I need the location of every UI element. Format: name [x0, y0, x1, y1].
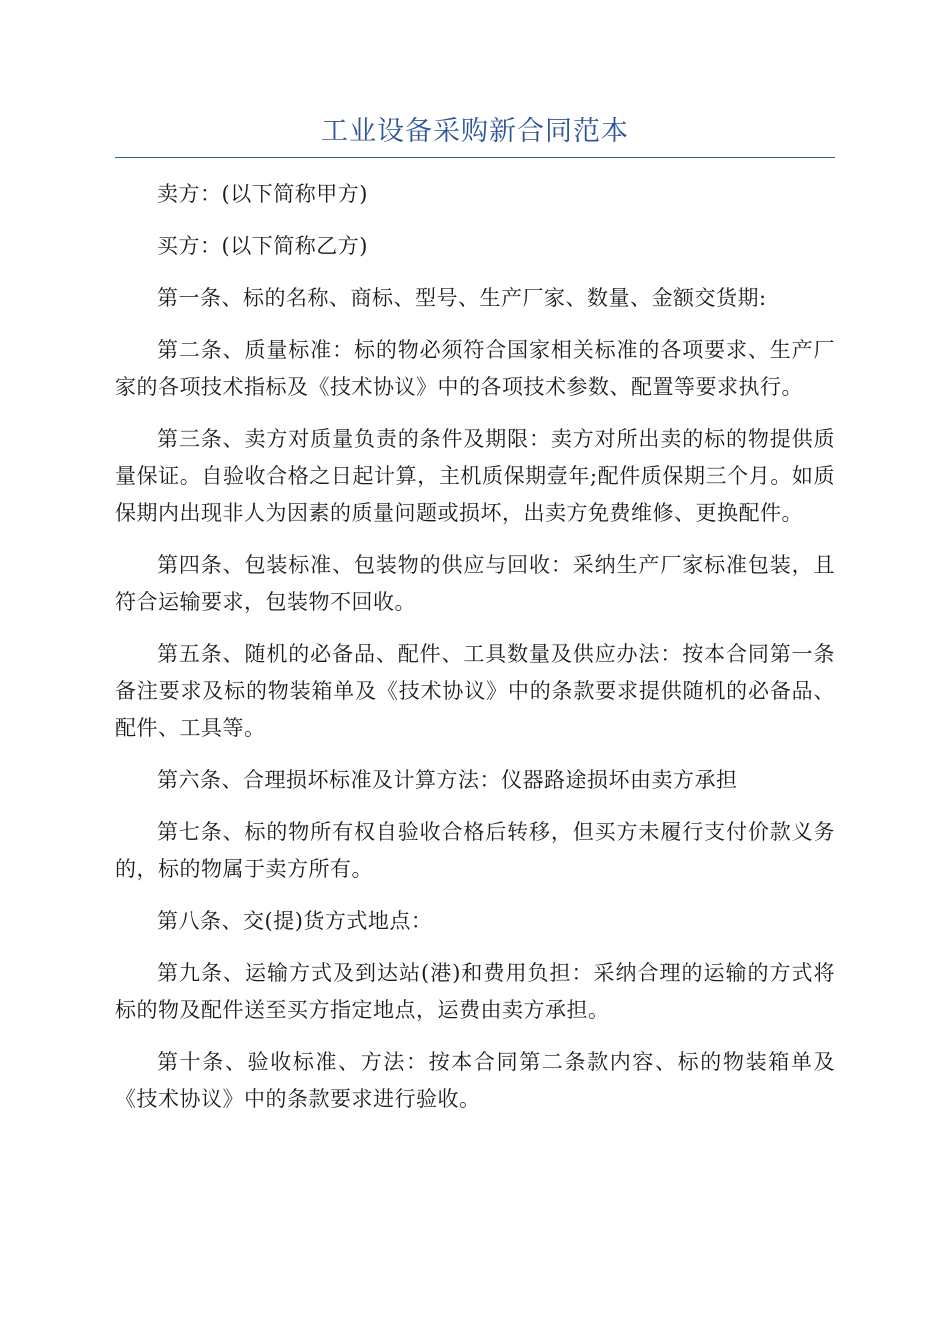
- buyer-line: 买方：(以下简称乙方): [157, 234, 368, 258]
- seller-line: 卖方：(以下简称甲方): [157, 182, 368, 206]
- title-block: [115, 112, 835, 158]
- document-body: [115, 176, 835, 1133]
- article-5: 第五条、随机的必备品、配件、工具数量及供应办法：按本合同第一条备注要求及标的物装箱单及《技术协议》中的条款要求提供随机的必备品、配件、工具等。: [115, 642, 835, 740]
- article-2: 第二条、质量标准：标的物必须符合国家相关标准的各项要求、生产厂家的各项技术指标及《技术协议》中的各项技术参数、配置等要求执行。: [115, 338, 835, 399]
- article-7: 第七条、标的物所有权自验收合格后转移，但买方未履行支付价款义务的，标的物属于卖方所有。: [115, 820, 835, 881]
- document-title: 工业设备采购新合同范本: [321, 116, 629, 147]
- article-1: 第一条、标的名称、商标、型号、生产厂家、数量、金额交货期:: [157, 286, 767, 310]
- article-9: 第九条、运输方式及到达站(港)和费用负担：采纳合理的运输的方式将标的物及配件送至买方指定地点，运费由卖方承担。: [115, 961, 835, 1022]
- article-8: 第八条、交(提)货方式地点：: [157, 909, 433, 933]
- article-6: 第六条、合理损坏标准及计算方法：仪器路途损坏由卖方承担: [157, 768, 738, 792]
- article-3: 第三条、卖方对质量负责的条件及期限：卖方对所出卖的标的物提供质量保证。自验收合格之日起计算，主机质保期壹年;配件质保期三个月。如质保期内出现非人为因素的质量问题或损坏，出卖方免费维修、更换配件。: [115, 427, 835, 525]
- article-10: 第十条、验收标准、方法：按本合同第二条款内容、标的物装箱单及《技术协议》中的条款要求进行验收。: [115, 1050, 835, 1111]
- article-4: 第四条、包装标准、包装物的供应与回收：采纳生产厂家标准包装，且符合运输要求，包装物不回收。: [115, 553, 835, 614]
